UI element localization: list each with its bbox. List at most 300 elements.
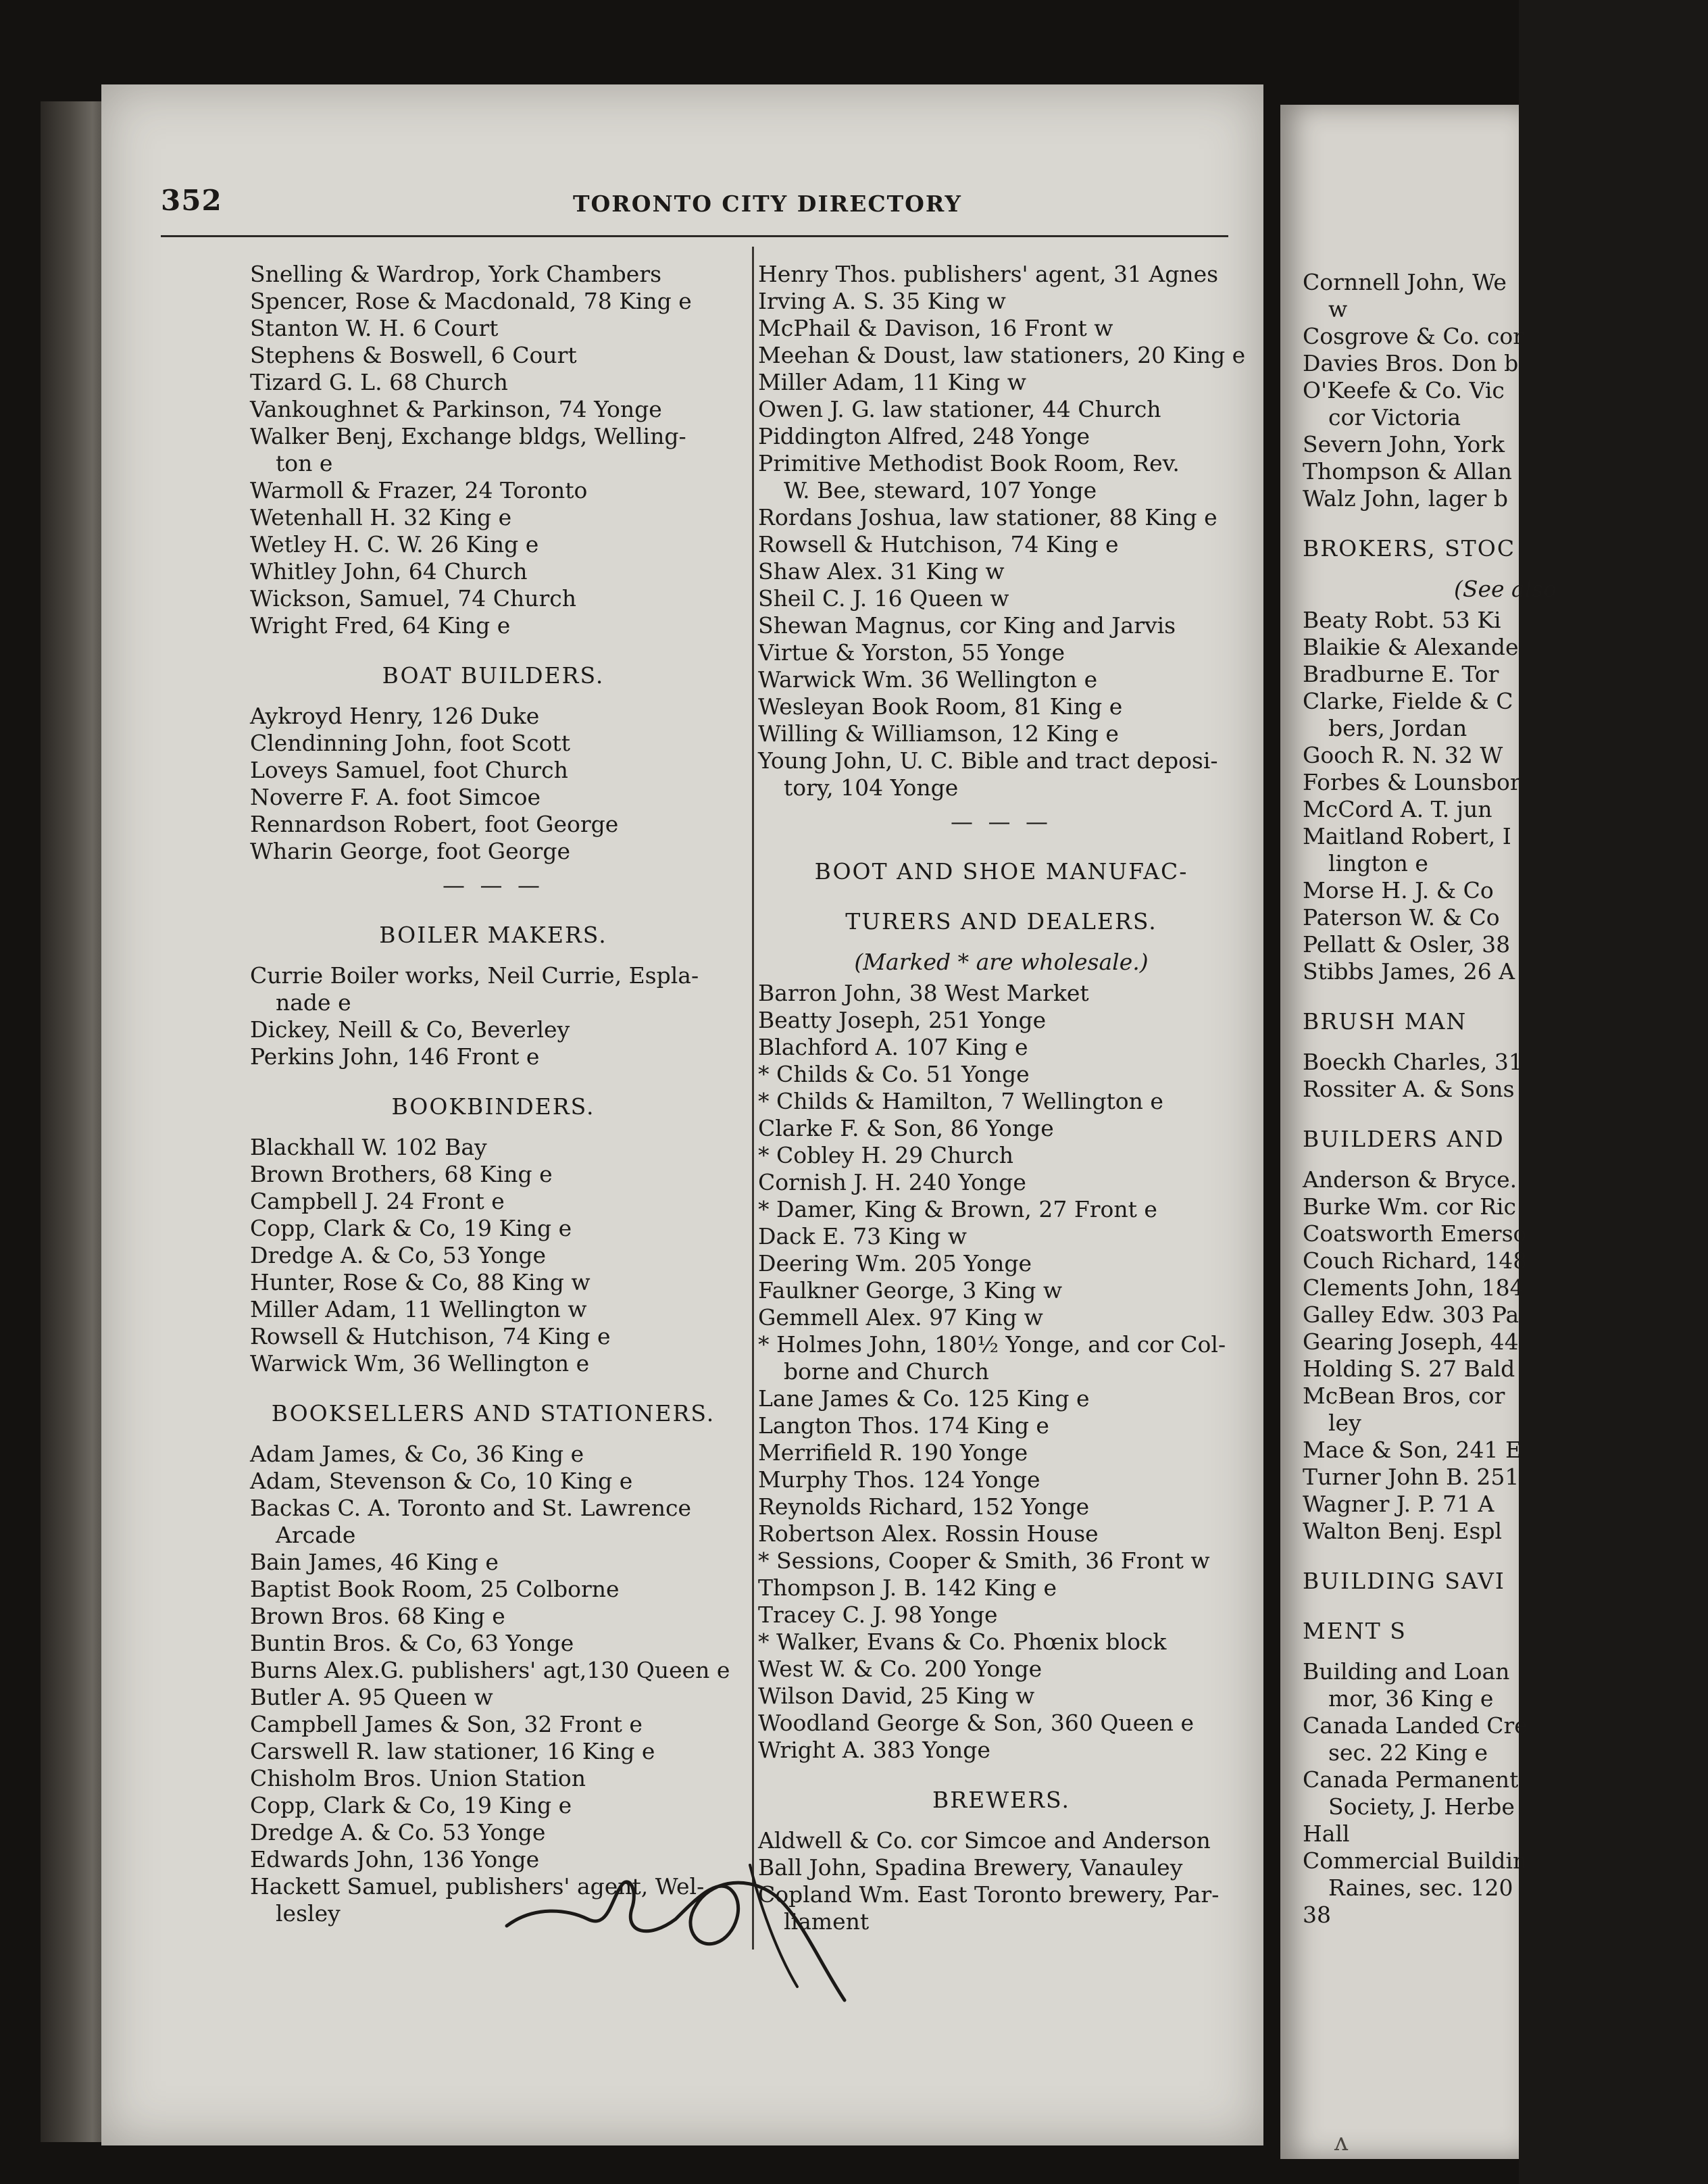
directory-entry — [250, 1323, 736, 1350]
directory-entry — [250, 1657, 736, 1684]
entry-text: Snelling & Wardrop, York Chambers — [250, 261, 662, 287]
entry-continuation: ton e — [276, 450, 333, 476]
adjacent-page-column — [1303, 269, 1708, 1929]
directory-entry — [250, 1495, 736, 1549]
directory-entry — [758, 558, 1245, 585]
directory-entry — [758, 612, 1245, 639]
directory-entry — [758, 980, 1245, 1007]
entry-text: Willing & Williamson, 12 King e — [758, 720, 1119, 747]
directory-entry — [1303, 1437, 1708, 1464]
entry-text: * Walker, Evans & Co. Phœnix block — [758, 1629, 1167, 1655]
entry-text: Miller Adam, 11 Wellington w — [250, 1296, 587, 1322]
directory-entry — [250, 612, 736, 639]
directory-entry — [758, 1547, 1245, 1574]
entry-continuation: Society, J. Herbe — [1328, 1793, 1515, 1820]
running-title: TORONTO CITY DIRECTORY — [573, 191, 962, 217]
entry-text: Burns Alex.G. publishers' agt,130 Queen e — [250, 1657, 730, 1683]
directory-entry — [250, 423, 736, 477]
directory-entry — [1303, 1166, 1708, 1193]
entry-text: Whitley John, 64 Church — [250, 558, 528, 585]
directory-entry — [758, 1223, 1245, 1250]
entry-text: Shaw Alex. 31 King w — [758, 558, 1005, 585]
column-divider — [752, 247, 754, 1950]
entry-text: Merrifield R. 190 Yonge — [758, 1439, 1028, 1466]
directory-entry — [1303, 431, 1708, 458]
entry-text: Chisholm Bros. Union Station — [250, 1765, 586, 1791]
entry-text: Stanton W. H. 6 Court — [250, 315, 499, 341]
entry-text: Campbell James & Son, 32 Front e — [250, 1711, 643, 1737]
entry-text: Anderson & Bryce. — [1303, 1166, 1517, 1193]
entry-text: Bain James, 46 King e — [250, 1549, 499, 1575]
section-heading: BOAT BUILDERS. — [382, 662, 605, 689]
handwritten-pen-mark — [493, 1825, 966, 2027]
entry-text: Galley Edw. 303 Pa — [1303, 1301, 1519, 1328]
entry-text: Rowsell & Hutchison, 74 King e — [250, 1323, 611, 1349]
section-note: (See also — [1453, 576, 1557, 602]
entry-text: Turner John B. 251 — [1303, 1464, 1519, 1490]
directory-entry — [250, 1350, 736, 1377]
directory-entry — [250, 838, 736, 865]
entry-text: 38 — [1303, 1902, 1331, 1928]
directory-entry — [758, 1602, 1245, 1629]
entry-text: Young John, U. C. Bible and tract deposi- — [758, 747, 1218, 774]
entry-text: Building and Loan — [1303, 1658, 1510, 1685]
directory-entry — [250, 1161, 736, 1188]
directory-entry — [758, 693, 1245, 720]
entry-text: Cornnell John, We — [1303, 269, 1507, 295]
entry-continuation: ley — [1328, 1410, 1361, 1436]
entry-text: Canada Permanent — [1303, 1766, 1519, 1793]
directory-entry — [1303, 823, 1708, 877]
entry-text: Backas C. A. Toronto and St. Lawrence — [250, 1495, 691, 1521]
entry-text: * Damer, King & Brown, 27 Front e — [758, 1196, 1157, 1222]
entry-text: Edwards John, 136 Yonge — [250, 1846, 540, 1872]
entry-text: Warwick Wm. 36 Wellington e — [758, 666, 1098, 693]
entry-text: Wetenhall H. 32 King e — [250, 504, 512, 530]
directory-entry — [1303, 1193, 1708, 1220]
entry-text: Blaikie & Alexande — [1303, 634, 1519, 660]
directory-entry — [250, 1738, 736, 1765]
directory-entry — [1303, 634, 1708, 661]
directory-entry — [758, 1710, 1245, 1737]
entry-text: Tracey C. J. 98 Yonge — [758, 1602, 998, 1628]
entry-text: Adam James, & Co, 36 King e — [250, 1441, 584, 1467]
directory-entry — [250, 558, 736, 585]
entry-text: Adam, Stevenson & Co, 10 King e — [250, 1468, 633, 1494]
entry-text: Wharin George, foot George — [250, 838, 570, 864]
entry-text: Copp, Clark & Co, 19 King e — [250, 1215, 572, 1241]
entry-text: Brown Brothers, 68 King e — [250, 1161, 553, 1187]
directory-entry — [758, 423, 1245, 450]
directory-entry — [758, 1304, 1245, 1331]
entry-text: * Holmes John, 180½ Yonge, and cor Col- — [758, 1331, 1226, 1358]
entry-text: Wilson David, 25 King w — [758, 1683, 1035, 1709]
entry-text: Walz John, lager b — [1303, 485, 1509, 512]
directory-entry — [250, 1188, 736, 1215]
directory-entry — [758, 1088, 1245, 1115]
section-separator: — — — — [443, 872, 544, 898]
entry-text: * Cobley H. 29 Church — [758, 1142, 1013, 1168]
entry-text: Clarke, Fielde & C — [1303, 688, 1513, 714]
directory-entry — [250, 730, 736, 757]
entry-text: Piddington Alfred, 248 Yonge — [758, 423, 1090, 449]
entry-continuation: Arcade — [276, 1522, 356, 1548]
entry-text: Irving A. S. 35 King w — [758, 288, 1006, 314]
entry-text: Loveys Samuel, foot Church — [250, 757, 568, 783]
entry-text: Spencer, Rose & Macdonald, 78 King e — [250, 288, 692, 314]
directory-entry — [758, 315, 1245, 342]
entry-text: Dredge A. & Co, 53 Yonge — [250, 1242, 546, 1268]
directory-entry — [1303, 769, 1708, 796]
directory-entry — [250, 1215, 736, 1242]
directory-entry — [758, 1656, 1245, 1683]
entry-text: McPhail & Davison, 16 Front w — [758, 315, 1113, 341]
entry-text: West W. & Co. 200 Yonge — [758, 1656, 1043, 1682]
entry-text: Deering Wm. 205 Yonge — [758, 1250, 1032, 1276]
directory-entry — [250, 1711, 736, 1738]
directory-entry — [250, 315, 736, 342]
directory-entry — [758, 504, 1245, 531]
directory-entry — [758, 1331, 1245, 1385]
entry-text: Henry Thos. publishers' agent, 31 Agnes — [758, 261, 1219, 287]
directory-entry — [1303, 1712, 1708, 1766]
section-heading: BREWERS. — [932, 1787, 1070, 1813]
directory-entry — [1303, 1847, 1708, 1902]
directory-entry — [1303, 796, 1708, 823]
entry-text: Rennardson Robert, foot George — [250, 811, 619, 837]
directory-entry — [758, 666, 1245, 693]
section-heading: BROKERS, STOC — [1303, 535, 1516, 562]
page-number: 352 — [161, 184, 222, 217]
entry-text: Walton Benj. Espl — [1303, 1518, 1503, 1544]
directory-entry — [758, 1412, 1245, 1439]
entry-text: Wagner J. P. 71 A — [1303, 1491, 1494, 1517]
directory-entry — [1303, 1301, 1708, 1329]
entry-text: Reynolds Richard, 152 Yonge — [758, 1493, 1090, 1520]
directory-entry — [758, 396, 1245, 423]
entry-text: Beaty Robt. 53 Ki — [1303, 607, 1501, 633]
entry-text: Noverre F. A. foot Simcoe — [250, 784, 541, 810]
directory-entry — [758, 1034, 1245, 1061]
directory-entry — [758, 1574, 1245, 1602]
directory-entry — [758, 369, 1245, 396]
section-heading: TURERS AND DEALERS. — [845, 908, 1157, 935]
entry-text: Murphy Thos. 124 Yonge — [758, 1466, 1040, 1493]
entry-text: Sheil C. J. 16 Queen w — [758, 585, 1009, 612]
entry-text: Barron John, 38 West Market — [758, 980, 1089, 1006]
entry-text: Wright Fred, 64 King e — [250, 612, 511, 639]
directory-entry — [1303, 1329, 1708, 1356]
entry-text: Currie Boiler works, Neil Currie, Espla- — [250, 962, 699, 989]
entry-text: Primitive Methodist Book Room, Rev. — [758, 450, 1180, 476]
directory-entry — [1303, 350, 1708, 377]
entry-continuation: w — [1328, 296, 1348, 322]
entry-text: Rowsell & Hutchison, 74 King e — [758, 531, 1119, 557]
section-heading: BOILER MAKERS. — [379, 922, 607, 948]
directory-entry — [1303, 1049, 1708, 1076]
directory-entry — [250, 585, 736, 612]
directory-entry — [250, 396, 736, 423]
entry-text: Boeckh Charles, 31 — [1303, 1049, 1523, 1075]
directory-entry — [758, 720, 1245, 747]
directory-entry — [758, 1142, 1245, 1169]
directory-entry — [1303, 688, 1708, 742]
entry-text: Stibbs James, 26 A — [1303, 958, 1515, 985]
directory-entry — [1303, 742, 1708, 769]
directory-entry — [1303, 958, 1708, 985]
entry-text: Gearing Joseph, 44 — [1303, 1329, 1519, 1355]
header-rule — [161, 235, 1228, 237]
entry-text: Carswell R. law stationer, 16 King e — [250, 1738, 655, 1764]
directory-entry — [758, 1250, 1245, 1277]
entry-text: Gemmell Alex. 97 King w — [758, 1304, 1043, 1331]
entry-continuation: cor Victoria — [1328, 404, 1461, 430]
entry-text: Hackett Samuel, publishers' agent, Wel- — [250, 1873, 705, 1900]
directory-entry — [250, 261, 736, 288]
entry-text: Rossiter A. & Sons — [1303, 1076, 1515, 1102]
entry-text: Thompson J. B. 142 King e — [758, 1574, 1057, 1601]
entry-text: Couch Richard, 148 — [1303, 1247, 1528, 1274]
entry-text: Campbell J. 24 Front e — [250, 1188, 505, 1214]
directory-entry — [1303, 1518, 1708, 1545]
directory-entry — [250, 1043, 736, 1070]
directory-entry — [250, 811, 736, 838]
entry-text: Warmoll & Frazer, 24 Toronto — [250, 477, 588, 503]
section-heading: BUILDERS AND — [1303, 1126, 1505, 1152]
entry-text: Rordans Joshua, law stationer, 88 King e — [758, 504, 1217, 530]
directory-entry — [758, 639, 1245, 666]
entry-continuation: mor, 36 King e — [1328, 1685, 1494, 1712]
directory-entry — [1303, 485, 1708, 512]
directory-entry — [758, 1115, 1245, 1142]
directory-entry — [1303, 1247, 1708, 1274]
section-separator: — — — — [951, 808, 1052, 835]
directory-entry — [250, 703, 736, 730]
section-note: (Marked * are wholesale.) — [854, 949, 1149, 975]
directory-entry — [1303, 931, 1708, 958]
entry-text: Dredge A. & Co. 53 Yonge — [250, 1819, 546, 1845]
directory-entry — [250, 1468, 736, 1495]
entry-text: Hall — [1303, 1820, 1350, 1847]
page-edge-mark: ʌ — [1334, 2129, 1349, 2156]
directory-entry — [250, 369, 736, 396]
entry-text: Bradburne E. Tor — [1303, 661, 1499, 687]
entry-text: Clarke F. & Son, 86 Yonge — [758, 1115, 1054, 1141]
entry-text: Vankoughnet & Parkinson, 74 Yonge — [250, 396, 662, 422]
entry-text: Burke Wm. cor Ric — [1303, 1193, 1516, 1220]
left-column — [250, 261, 736, 1927]
entry-text: Morse H. J. & Co — [1303, 877, 1494, 903]
entry-continuation: W. Bee, steward, 107 Yonge — [784, 477, 1097, 503]
directory-entry — [250, 531, 736, 558]
entry-text: Holding S. 27 Bald — [1303, 1356, 1515, 1382]
entry-text: Copland Wm. East Toronto brewery, Par- — [758, 1881, 1220, 1908]
entry-text: Faulkner George, 3 King w — [758, 1277, 1063, 1304]
directory-entry — [1303, 607, 1708, 634]
entry-text: Clendinning John, foot Scott — [250, 730, 570, 756]
entry-continuation: borne and Church — [784, 1358, 989, 1385]
entry-continuation: tory, 104 Yonge — [784, 774, 959, 801]
directory-entry — [758, 1196, 1245, 1223]
entry-text: Meehan & Doust, law stationers, 20 King e — [758, 342, 1246, 368]
directory-entry — [1303, 1464, 1708, 1491]
section-heading: BRUSH MAN — [1303, 1008, 1467, 1035]
entry-text: Maitland Robert, I — [1303, 823, 1511, 849]
entry-text: Warwick Wm, 36 Wellington e — [250, 1350, 590, 1376]
directory-entry — [250, 1441, 736, 1468]
entry-text: McBean Bros, cor — [1303, 1383, 1505, 1409]
entry-text: Miller Adam, 11 King w — [758, 369, 1026, 395]
entry-continuation: lington e — [1328, 850, 1428, 876]
directory-entry — [758, 585, 1245, 612]
entry-text: Blackhall W. 102 Bay — [250, 1134, 487, 1160]
section-heading: BOOKSELLERS AND STATIONERS. — [271, 1400, 715, 1426]
entry-text: Thompson & Allan — [1303, 458, 1512, 485]
directory-entry — [1303, 1820, 1708, 1847]
entry-text: Cornish J. H. 240 Yonge — [758, 1169, 1026, 1195]
entry-text: Robertson Alex. Rossin House — [758, 1520, 1099, 1547]
directory-entry — [1303, 1274, 1708, 1301]
directory-entry — [1303, 1076, 1708, 1103]
directory-entry — [1303, 323, 1708, 350]
directory-entry — [250, 288, 736, 315]
directory-entry — [250, 1684, 736, 1711]
entry-text: Ball John, Spadina Brewery, Vanauley — [758, 1854, 1183, 1881]
directory-entry — [1303, 1220, 1708, 1247]
entry-text: Butler A. 95 Queen w — [250, 1684, 493, 1710]
directory-entry — [250, 1549, 736, 1576]
entry-text: Forbes & Lounsbor — [1303, 769, 1521, 795]
directory-entry — [250, 1242, 736, 1269]
page-header — [161, 184, 1228, 224]
entry-continuation: nade e — [276, 989, 351, 1016]
entry-text: Wetley H. C. W. 26 King e — [250, 531, 539, 557]
directory-entry — [1303, 1383, 1708, 1437]
directory-entry — [250, 784, 736, 811]
directory-entry — [1303, 1356, 1708, 1383]
entry-text: * Childs & Hamilton, 7 Wellington e — [758, 1088, 1163, 1114]
directory-entry — [1303, 1491, 1708, 1518]
directory-entry — [758, 1061, 1245, 1088]
entry-continuation: bers, Jordan — [1328, 715, 1467, 741]
directory-entry — [758, 747, 1245, 801]
directory-entry — [1303, 904, 1708, 931]
entry-text: * Sessions, Cooper & Smith, 36 Front w — [758, 1547, 1210, 1574]
directory-entry — [1303, 1766, 1708, 1820]
directory-entry — [1303, 877, 1708, 904]
directory-entry — [250, 757, 736, 784]
directory-entry — [250, 1630, 736, 1657]
directory-entry — [758, 1493, 1245, 1520]
right-column — [758, 261, 1245, 1935]
directory-entry — [250, 477, 736, 504]
section-heading: BUILDING SAVI — [1303, 1568, 1505, 1594]
entry-text: Blachford A. 107 King e — [758, 1034, 1028, 1060]
entry-text: Brown Bros. 68 King e — [250, 1603, 505, 1629]
directory-entry — [758, 1629, 1245, 1656]
directory-entry — [758, 1520, 1245, 1547]
directory-entry — [250, 1269, 736, 1296]
directory-entry — [250, 1576, 736, 1603]
entry-text: Pellatt & Osler, 38 — [1303, 931, 1511, 958]
directory-entry — [1303, 269, 1708, 323]
entry-text: Cosgrove & Co. cor — [1303, 323, 1524, 349]
entry-text: Virtue & Yorston, 55 Yonge — [758, 639, 1065, 666]
entry-text: Shewan Magnus, cor King and Jarvis — [758, 612, 1176, 639]
entry-text: Beatty Joseph, 251 Yonge — [758, 1007, 1047, 1033]
entry-text: Lane James & Co. 125 King e — [758, 1385, 1090, 1412]
directory-entry — [758, 1466, 1245, 1493]
entry-text: Coatsworth Emerso — [1303, 1220, 1527, 1247]
entry-text: Copp, Clark & Co, 19 King e — [250, 1792, 572, 1818]
directory-entry — [758, 1385, 1245, 1412]
directory-entry — [1303, 1658, 1708, 1712]
directory-entry — [250, 1603, 736, 1630]
directory-entry — [250, 1765, 736, 1792]
entry-text: McCord A. T. jun — [1303, 796, 1492, 822]
entry-text: Buntin Bros. & Co, 63 Yonge — [250, 1630, 574, 1656]
entry-text: Walker Benj, Exchange bldgs, Welling- — [250, 423, 686, 449]
entry-text: Aykroyd Henry, 126 Duke — [250, 703, 540, 729]
directory-entry — [1303, 377, 1708, 431]
directory-entry — [1303, 1902, 1708, 1929]
entry-text: Canada Landed Cre — [1303, 1712, 1528, 1739]
directory-entry — [758, 1277, 1245, 1304]
entry-text: Aldwell & Co. cor Simcoe and Anderson — [758, 1827, 1211, 1854]
section-heading: BOOKBINDERS. — [391, 1093, 595, 1120]
section-heading: BOOT AND SHOE MANUFAC- — [814, 858, 1188, 885]
entry-text: * Childs & Co. 51 Yonge — [758, 1061, 1030, 1087]
directory-entry — [250, 1296, 736, 1323]
entry-text: Perkins John, 146 Front e — [250, 1043, 540, 1070]
entry-continuation: Raines, sec. 120 — [1328, 1875, 1513, 1901]
directory-entry — [758, 1169, 1245, 1196]
entry-continuation: liament — [784, 1908, 870, 1935]
directory-entry — [758, 261, 1245, 288]
entry-text: Hunter, Rose & Co, 88 King w — [250, 1269, 591, 1295]
entry-text: Davies Bros. Don b — [1303, 350, 1519, 376]
entry-text: Baptist Book Room, 25 Colborne — [250, 1576, 620, 1602]
entry-text: O'Keefe & Co. Vic — [1303, 377, 1505, 403]
entry-continuation: lesley — [276, 1900, 341, 1927]
directory-entry — [758, 1007, 1245, 1034]
entry-text: Dickey, Neill & Co, Beverley — [250, 1016, 570, 1043]
directory-entry — [758, 1439, 1245, 1466]
entry-text: Wright A. 383 Yonge — [758, 1737, 990, 1763]
directory-entry — [758, 1683, 1245, 1710]
entry-text: Owen J. G. law stationer, 44 Church — [758, 396, 1161, 422]
directory-entry — [250, 342, 736, 369]
entry-text: Langton Thos. 174 King e — [758, 1412, 1049, 1439]
entry-text: Stephens & Boswell, 6 Court — [250, 342, 577, 368]
entry-text: Paterson W. & Co — [1303, 904, 1500, 930]
directory-entry — [758, 1737, 1245, 1764]
directory-entry — [1303, 661, 1708, 688]
entry-text: Tizard G. L. 68 Church — [250, 369, 508, 395]
entry-text: Wesleyan Book Room, 81 King e — [758, 693, 1123, 720]
directory-entry — [250, 504, 736, 531]
directory-entry — [1303, 458, 1708, 485]
directory-entry — [758, 288, 1245, 315]
entry-text: Gooch R. N. 32 W — [1303, 742, 1503, 768]
directory-entry — [758, 450, 1245, 504]
directory-entry — [758, 342, 1245, 369]
directory-entry — [250, 1134, 736, 1161]
directory-entry — [250, 1016, 736, 1043]
entry-continuation: sec. 22 King e — [1328, 1739, 1488, 1766]
entry-text: Severn John, York — [1303, 431, 1505, 457]
directory-entry — [250, 1792, 736, 1819]
